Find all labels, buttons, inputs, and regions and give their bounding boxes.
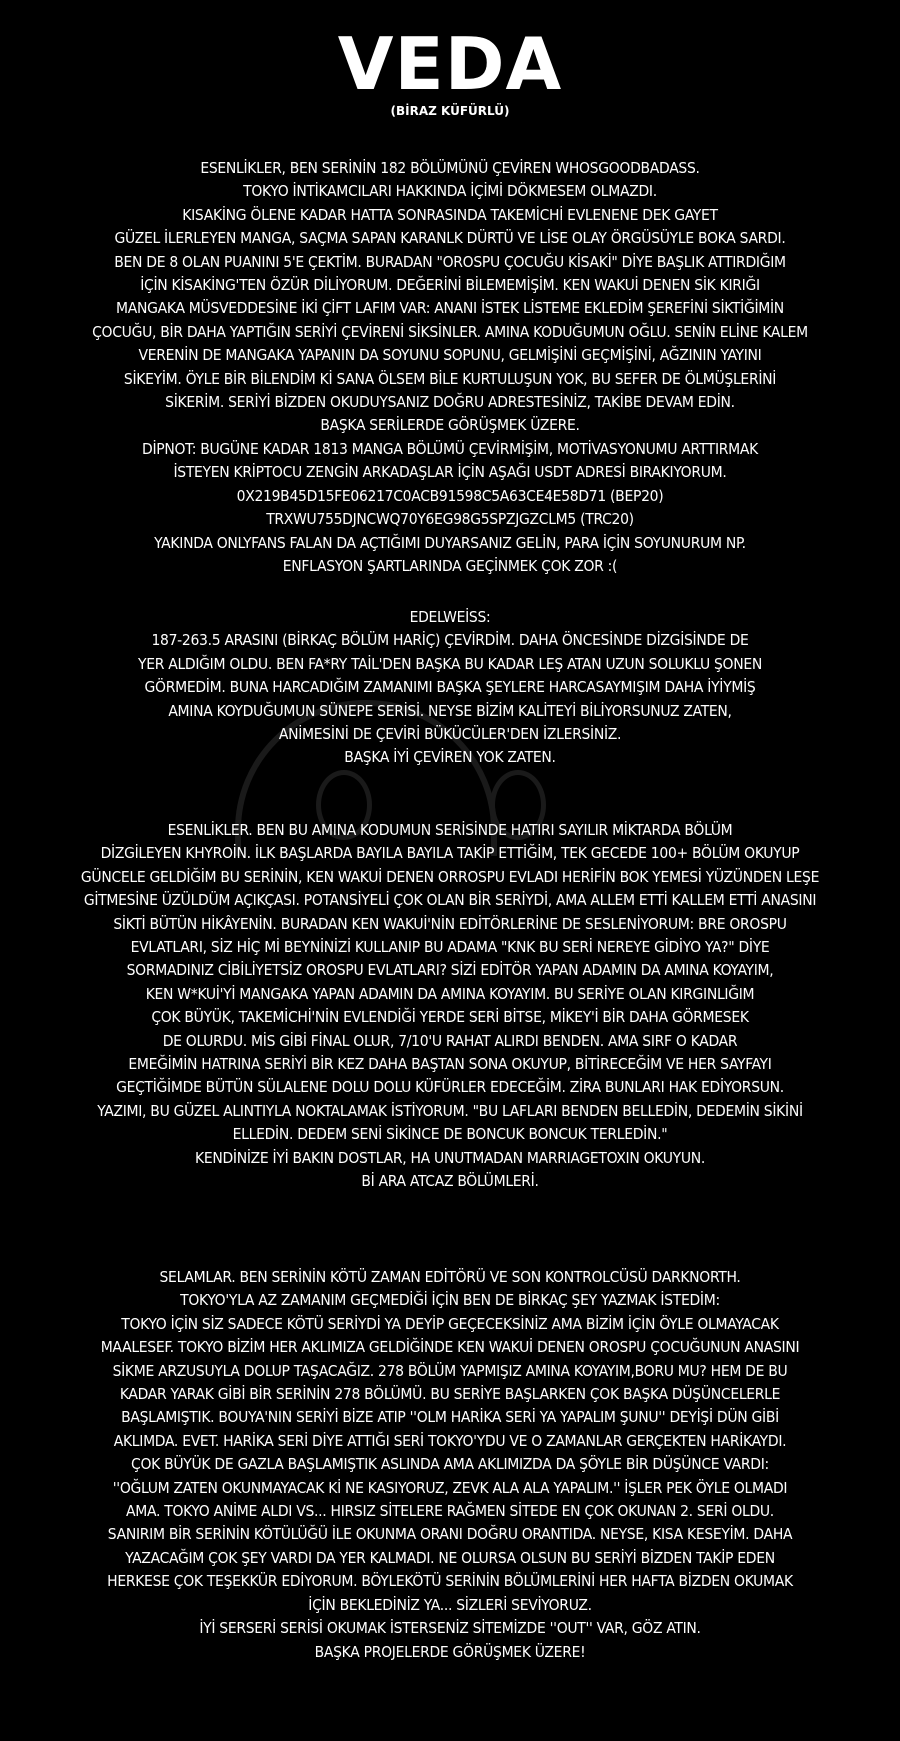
text-line: İÇİN KİSAKİNG'TEN ÖZÜR DİLİYORUM. DEĞERİNİ BİLEMEMİŞİM. KEN WAKUİ DENEN SİK KIRIĞI <box>140 276 760 295</box>
text-line: BAŞKA PROJELERDE GÖRÜŞMEK ÜZERE! <box>314 1642 586 1661</box>
text-line: TOKYO'YLA AZ ZAMANIM GEÇMEDİĞİ İÇİN BEN DE BİRKAÇ ŞEY YAZMAK İSTEDİM: <box>180 1291 720 1310</box>
text-line: 187-263.5 ARASINI (BİRKAÇ BÖLÜM HARİÇ) ÇEVİRDİM. DAHA ÖNCESİNDE DİZGİSİNDE DE <box>151 631 749 650</box>
text-line: 0X219B45D15FE06217C0ACB91598C5A63CE4E58D71 (BEP20) <box>236 486 664 505</box>
text-line: GÖRMEDİM. BUNA HARCADIĞIM ZAMANIMI BAŞKA ŞEYLERE HARCASAYMIŞIM DAHA İYİYMİŞ <box>144 678 756 697</box>
paragraph-khyroin <box>10 819 890 1194</box>
text-line: İSTEYEN KRİPTOCU ZENGİN ARKADAŞLAR İÇİN AŞAĞI USDT ADRESİ BIRAKIYORUM. <box>173 463 727 482</box>
text-line: KENDİNİZE İYİ BAKIN DOSTLAR, HA UNUTMADAN MARRIAGETOXIN OKUYUN. <box>194 1148 705 1167</box>
text-line: GEÇTİĞİMDE BÜTÜN SÜLALENE DOLU DOLU KÜFÜRLER EDECEĞİM. ZİRA BUNLARI HAK EDİYORSUN. <box>116 1078 784 1097</box>
text-line: SİKME ARZUSUYLA DOLUP TAŞACAĞIZ. 278 BÖLÜM YAPMIŞIZ AMINA KOYAYIM,BORU MU? HEM DE BU <box>112 1361 788 1380</box>
text-line: YAZIMI, BU GÜZEL ALINTIYLA NOKTALAMAK İSTİYORUM. "BU LAFLARI BENDEN BELLEDİN, DEDEMİN SİKİNİ <box>97 1101 803 1120</box>
text-line: SİKERİM. SERİYİ BİZDEN OKUDUYSANIZ DOĞRU ADRESTESİNİZ, TAKİBE DEVAM EDİN. <box>165 393 735 412</box>
text-line: İYİ SERSERİ SERİSİ OKUMAK İSTERSENİZ SİTEMİZDE ''OUT'' VAR, GÖZ ATIN. <box>199 1619 701 1638</box>
text-line: EDELWEİSS: <box>409 608 491 626</box>
text-line: VERENİN DE MANGAKA YAPANIN DA SOYUNU SOPUNU, GELMİŞİNİ GEÇMİŞİNİ, AĞZININ YAYINI <box>138 346 762 365</box>
text-line: GÜZEL İLERLEYEN MANGA, SAÇMA SAPAN KARANLK DÜRTÜ VE LİSE OLAY ÖRGÜSÜYLE BOKA SARDI. <box>114 229 786 248</box>
paragraph-whosgoodbadass <box>10 157 890 578</box>
text-line: Bİ ARA ATCAZ BÖLÜMLERİ. <box>361 1172 539 1191</box>
text-line: ''OĞLUM ZATEN OKUNMAYACAK Kİ NE KASIYORUZ, ZEVK ALA ALA YAPALIM.'' İŞLER PEK ÖYLE OLMADI <box>112 1478 788 1497</box>
text-line: BAŞKA SERİLERDE GÖRÜŞMEK ÜZERE. <box>320 416 580 435</box>
text-line: ENFLASYON ŞARTLARINDA GEÇİNMEK ÇOK ZOR :( <box>282 556 618 575</box>
text-line: ÇOCUĞU, BİR DAHA YAPTIĞIN SERİYİ ÇEVİRENİ SİKSİNLER. AMINA KODUĞUMUN OĞLU. SENİN ELİNE KALEM <box>92 322 808 341</box>
text-line: KEN W*KUİ'Yİ MANGAKA YAPAN ADAMIN DA AMINA KOYAYIM. BU SERİYE OLAN KIRGINLIĞIM <box>145 984 755 1003</box>
text-line: GİTMESİNE ÜZÜLDÜM AÇIKÇASI. POTANSİYELİ ÇOK OLAN BİR SERİYDİ, AMA ALLEM ETTİ KALLEM ETTİ ANASINI <box>83 891 817 910</box>
text-line: BAŞKA İYİ ÇEVİREN YOK ZATEN. <box>344 748 556 767</box>
text-line: ELLEDİN. DEDEM SENİ SİKİNCE DE BONCUK BONCUK TERLEDİN." <box>232 1125 668 1144</box>
text-line: YER ALDIĞIM OLDU. BEN FA*RY TAİL'DEN BAŞKA BU KADAR LEŞ ATAN UZUN SOLUKLU ŞONEN <box>137 654 763 673</box>
text-line: BAŞLAMIŞTIK. BOUYA'NIN SERİYİ BİZE ATIP ''OLM HARİKA SERİ YA YAPALIM ŞUNU'' DEYİŞİ DÜN GİBİ <box>121 1408 779 1427</box>
text-line: TOKYO İNTİKAMCILARI HAKKINDA İÇİMİ DÖKMESEM OLMAZDI. <box>243 182 657 201</box>
text-line: DİZGİLEYEN KHYROİN. İLK BAŞLARDA BAYILA BAYILA TAKİP ETTİĞİM, TEK GECEDE 100+ BÖLÜM OKUYUP <box>100 844 800 863</box>
text-line: EMEĞİMİN HATRINA SERİYİ BİR KEZ DAHA BAŞTAN SONA OKUYUP, BİTİRECEĞİM VE HER SAYFAYI <box>128 1055 772 1074</box>
text-line: KADAR YARAK GİBİ BİR SERİNİN 278 BÖLÜMÜ. BU SERİYE BAŞLARKEN ÇOK BAŞKA DÜŞÜNCELERLE <box>119 1385 781 1404</box>
text-line: SANIRIM BİR SERİNİN KÖTÜLÜĞÜ İLE OKUNMA ORANI DOĞRU ORANTIDA. NEYSE, KISA KESEYİM. DAHA <box>107 1525 793 1544</box>
page-title: VEDA <box>337 22 563 106</box>
text-line: MANGAKA MÜSVEDDESİNE İKİ ÇİFT LAFIM VAR: ANANI İSTEK LİSTEME EKLEDİM ŞEREFİNİ SİKTİĞİMİN <box>116 299 784 318</box>
paragraph-darknorth <box>10 1266 890 1664</box>
text-line: SİKEYİM. ÖYLE BİR BİLENDİM Kİ SANA ÖLSEM BİLE KURTULUŞUN YOK, BU SEFER DE ÖLMÜŞLERİNİ <box>123 369 777 388</box>
text-line: TOKYO İÇİN SİZ SADECE KÖTÜ SERİYDİ YA DEYİP GEÇECEKSİNİZ AMA BİZİM İÇİN ÖYLE OLMAYACAK <box>121 1314 779 1333</box>
text-line: SORMADINIZ CİBİLİYETSİZ OROSPU EVLATLARI? SİZİ EDİTÖR YAPAN ADAMIN DA AMINA KOYAYIM, <box>126 961 774 980</box>
text-line: ANİMESİNİ DE ÇEVİRİ BÜKÜCÜLER'DEN İZLERSİNİZ. <box>278 725 622 744</box>
text-line: AKLIMDA. EVET. HARİKA SERİ DİYE ATTIĞI SERİ TOKYO'YDU VE O ZAMANLAR GERÇEKTEN HARİKAYDI. <box>113 1431 787 1450</box>
text-line: ÇOK BÜYÜK, TAKEMİCHİ'NİN EVLENDİĞİ YERDE SERİ BİTSE, MİKEY'İ BİR DAHA GÖRMESEK <box>151 1008 749 1027</box>
text-line: GÜNCELE GELDİĞİM BU SERİNİN, KEN WAKUİ DENEN ORROSPU EVLADI HERİFİN BOK YEMESİ YÜZÜNDEN LEŞE <box>80 867 820 886</box>
text-line: BEN DE 8 OLAN PUANINI 5'E ÇEKTİM. BURADAN "OROSPU ÇOCUĞU KİSAKİ" DİYE BAŞLIK ATTIRDIĞIM <box>114 252 786 271</box>
text-line: EVLATLARI, SİZ HİÇ Mİ BEYNİNİZİ KULLANIP BU ADAMA "KNK BU SERİ NEREYE GİDİYO YA?" DİYE <box>130 938 770 957</box>
text-line: ÇOK BÜYÜK DE GAZLA BAŞLAMIŞTIK ASLINDA AMA AKLIMIZDA DA ŞÖYLE BİR DÜŞÜNCE VARDI: <box>131 1455 769 1474</box>
paragraph-edelweiss <box>10 606 890 770</box>
text-line: SELAMLAR. BEN SERİNİN KÖTÜ ZAMAN EDİTÖRÜ VE SON KONTROLCÜSÜ DARKNORTH. <box>159 1268 741 1286</box>
text-line: DİPNOT: BUGÜNE KADAR 1813 MANGA BÖLÜMÜ ÇEVİRMİŞİM, MOTİVASYONUMU ARTTIRMAK <box>142 439 758 458</box>
text-line: ESENLİKLER, BEN SERİNİN 182 BÖLÜMÜNÜ ÇEVİREN WHOSGOODBADASS. <box>200 159 700 177</box>
text-line: DE OLURDU. MİS GİBİ FİNAL OLUR, 7/10'U RAHAT ALIRDI BENDEN. AMA SIRF O KADAR <box>162 1031 738 1050</box>
text-line: HERKESE ÇOK TEŞEKKÜR EDİYORUM. BÖYLEKÖTÜ SERİNİN BÖLÜMLERİNİ HER HAFTA BİZDEN OKUMAK <box>107 1572 793 1591</box>
page-subtitle: (BİRAZ KÜFÜRLÜ) <box>390 104 510 118</box>
text-line: YAZACAĞIM ÇOK ŞEY VARDI DA YER KALMADI. NE OLURSA OLSUN BU SERİYİ BİZDEN TAKİP EDEN <box>125 1548 775 1567</box>
text-line: AMINA KOYDUĞUMUN SÜNEPE SERİSİ. NEYSE BİZİM KALİTEYİ BİLİYORSUNUZ ZATEN, <box>168 701 732 720</box>
text-line: TRXWU755DJNCWQ70Y6EG98G5SPZJGZCLM5 (TRC20) <box>266 510 634 529</box>
text-line: YAKINDA ONLYFANS FALAN DA AÇTIĞIMI DUYARSANIZ GELİN, PARA İÇİN SOYUNURUM NP. <box>154 533 746 552</box>
text-line: KISAKİNG ÖLENE KADAR HATTA SONRASINDA TAKEMİCHİ EVLENENE DEK GAYET <box>182 205 718 224</box>
text-line: İÇİN BEKLEDİNİZ YA... SİZLERİ SEVİYORUZ. <box>308 1595 592 1614</box>
text-line: MAALESEF. TOKYO BİZİM HER AKLIMIZA GELDİĞİNDE KEN WAKUİ DENEN OROSPU ÇOCUĞUNUN ANASINI <box>100 1338 800 1357</box>
text-line: AMA. TOKYO ANİME ALDI VS... HIRSIZ SİTELERE RAĞMEN SİTEDE EN ÇOK OKUNAN 2. SERİ OLDU. <box>126 1502 774 1521</box>
text-line: SİKTİ BÜTÜN HİKÂYENİN. BURADAN KEN WAKUİ'NİN EDİTÖRLERİNE DE SESLENİYORUM: BRE OROSPU <box>113 914 787 933</box>
text-line: ESENLİKLER. BEN BU AMINA KODUMUN SERİSİNDE HATIRI SAYILIR MİKTARDA BÖLÜM <box>167 821 733 839</box>
